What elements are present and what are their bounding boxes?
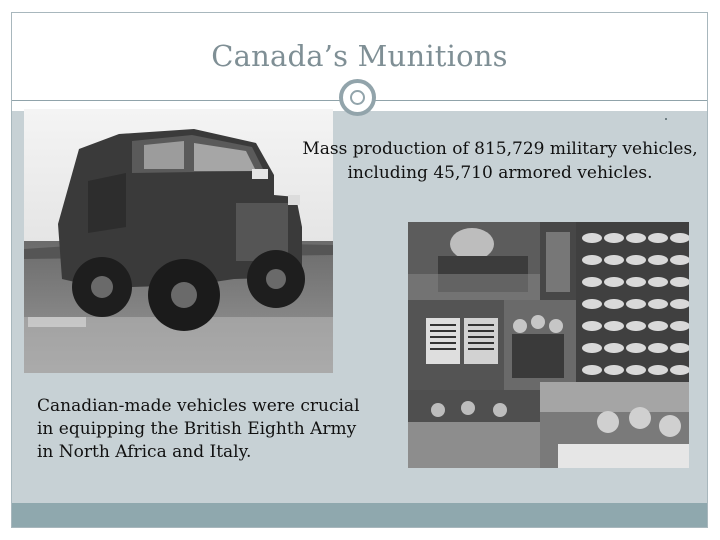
small-dot bbox=[665, 118, 667, 120]
bottom-bar bbox=[12, 503, 707, 527]
eighth-army-text: Canadian-made vehicles were crucial in equipping the British Eighth Army in North Africa and Italy. bbox=[37, 396, 360, 462]
divider-ring-icon bbox=[339, 79, 376, 116]
slide-title: Canada’s Munitions bbox=[211, 39, 508, 73]
vehicle-production-text: Mass production of 815,729 military vehicles, including 45,710 armored vehicles. bbox=[302, 139, 698, 183]
factory-collage-illustration bbox=[408, 222, 689, 468]
factory-collage bbox=[408, 222, 689, 468]
truck-photo bbox=[24, 109, 333, 373]
truck-photo-illustration bbox=[24, 109, 333, 373]
ring-inner bbox=[350, 90, 365, 105]
